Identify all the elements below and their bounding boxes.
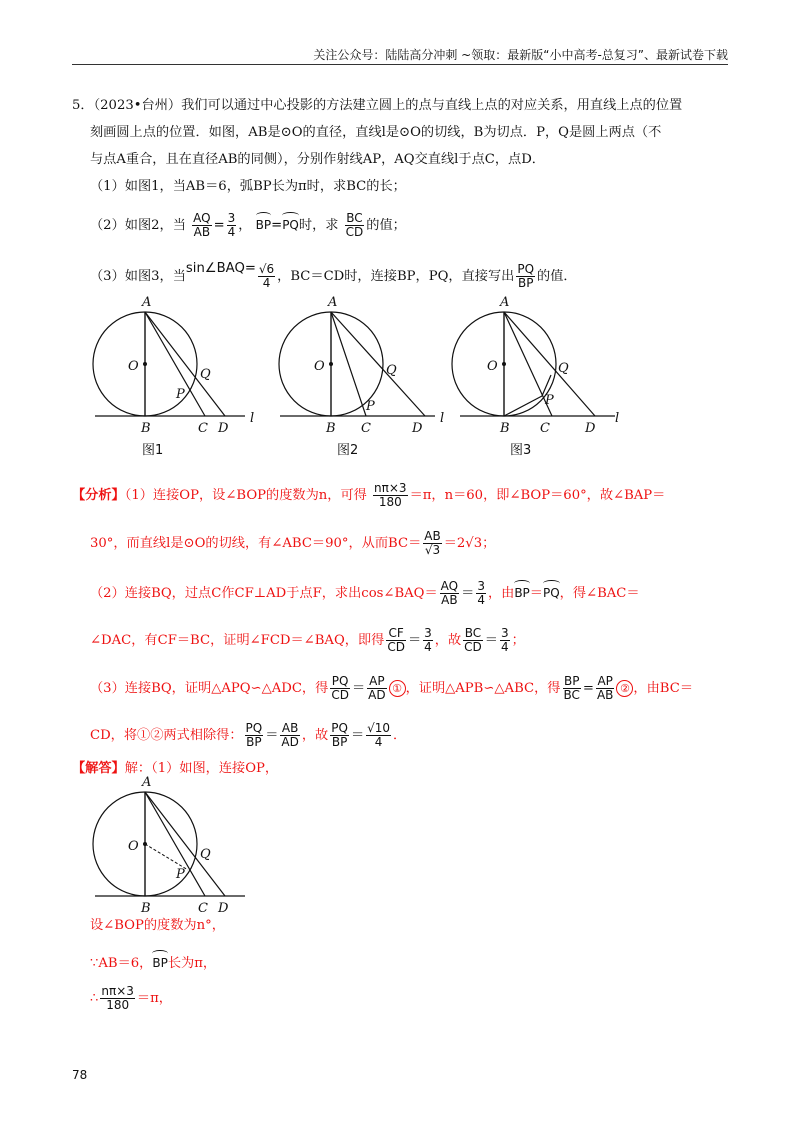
svg-text:P: P <box>176 387 185 402</box>
svg-text:D: D <box>585 421 596 436</box>
svg-text:Q: Q <box>558 361 569 376</box>
figures-row <box>80 292 660 462</box>
svg-text:B: B <box>500 421 510 436</box>
solution-line-3: ∵AB＝6，BP长为π， <box>90 950 216 973</box>
svg-text:l: l <box>250 411 255 426</box>
svg-text:C: C <box>198 421 208 436</box>
svg-text:A: A <box>328 295 338 310</box>
question-1: （1）如图1，当AB＝6，弧BP长为π时，求BC的长； <box>90 179 406 194</box>
svg-text:l: l <box>440 411 445 426</box>
svg-text:P: P <box>176 867 185 882</box>
analysis-line-3: （2）连接BQ，过点C作CF⊥AD于点F，求出cos∠BAQ＝ $\frac{AQ}{AB}$ ＝ $\frac{3}{4}$ ，由BP＝PQ，得∠BAC＝ <box>90 579 640 607</box>
figure-1 <box>93 295 254 458</box>
svg-text:O: O <box>128 359 139 374</box>
svg-text:O: O <box>487 359 498 374</box>
solution-figure <box>80 772 260 912</box>
page-header: 关注公众号：陆陆高分冲刺 ~领取：最新版“小中高考-总复习”、最新试卷下载 <box>313 48 728 62</box>
figure-2 <box>279 295 444 458</box>
analysis-line-2: 30°，而直线l是⊙O的切线，有∠ABC＝90°，从而BC＝ $\frac{AB}{√3}$ ＝2√3； <box>90 529 496 557</box>
svg-text:Q: Q <box>200 847 211 862</box>
svg-text:B: B <box>141 901 151 912</box>
svg-text:图2: 图2 <box>337 443 359 458</box>
svg-text:B: B <box>326 421 336 436</box>
svg-text:A: A <box>500 295 510 310</box>
solution-line-2: 设∠BOP的度数为n°， <box>90 918 225 933</box>
analysis-line-4: ∠DAC，有CF＝BC，证明∠FCD＝∠BAQ，即得 $\frac{CF}{CD}$ ＝ $\frac{3}{4}$ ，故 $\frac{BC}{CD}$ ＝ $\frac{3}{4}$ ； <box>90 626 525 654</box>
analysis-line-1: 【分析】（1）连接OP，设∠BOP的度数为n，可得 $\frac{n\pi\times 3}{180}$ ＝π，n＝60，即∠BOP＝60°，故∠BAP＝ <box>72 481 666 509</box>
svg-text:P: P <box>545 393 554 408</box>
svg-text:A: A <box>142 775 152 790</box>
analysis-line-5: （3）连接BQ，证明△APQ∽△ADC，得 $\frac{PQ}{CD}$ ＝ $\frac{AP}{AD}$ ① ，证明△APB∽△ABC，得 $\frac{BP}{BC}$ = $\frac{AP}{AB}$ ② ，由BC＝ <box>90 674 694 702</box>
svg-text:P: P <box>366 399 375 414</box>
figure-3 <box>452 295 619 458</box>
analysis-line-6: CD，将①②两式相除得： $\frac{PQ}{BP}$ ＝ $\frac{AB}{AD}$ ，故 $\frac{PQ}{BP}$ ＝ $\frac{√10}{4}$ ． <box>90 721 407 749</box>
svg-text:l: l <box>615 411 620 426</box>
svg-text:O: O <box>128 839 139 854</box>
solution-line-4: ∴ $\frac{n\pi\times 3}{180}$ ＝π， <box>90 984 172 1012</box>
page-number: 78 <box>72 1068 88 1082</box>
svg-text:C: C <box>361 421 371 436</box>
problem-line-1: 5．（2023•台州）我们可以通过中心投影的方法建立圆上的点与直线上点的对应关系，用直线上点的位置 <box>72 98 683 113</box>
svg-text:D: D <box>218 901 229 912</box>
svg-text:B: B <box>141 421 151 436</box>
svg-text:图1: 图1 <box>142 443 164 458</box>
svg-text:O: O <box>314 359 325 374</box>
svg-text:C: C <box>198 901 208 912</box>
svg-text:C: C <box>540 421 550 436</box>
svg-text:Q: Q <box>200 367 211 382</box>
svg-text:A: A <box>142 295 152 310</box>
problem-line-2: 刻画圆上点的位置．如图，AB是⊙O的直径，直线l是⊙O的切线，B为切点．P，Q是圆上两点（不 <box>90 125 662 140</box>
svg-text:Q: Q <box>386 363 397 378</box>
svg-text:图3: 图3 <box>510 443 532 458</box>
svg-text:D: D <box>218 421 229 436</box>
problem-line-3: 与点A重合，且在直径AB的同侧），分别作射线AP，AQ交直线l于点C，点D． <box>90 152 545 167</box>
question-2: （2）如图2，当 $\frac{AQ}{AB}$ = $\frac{3}{4}$ ， BP=PQ时，求 $\frac{BC}{CD}$ 的值； <box>90 211 406 239</box>
question-3: （3）如图3，当sin∠BAQ= $\frac{√6}{4}$ ，BC＝CD时，连接BP，PQ，直接写出 $\frac{PQ}{BP}$ 的值． <box>90 261 577 290</box>
solution-line-1: 【解答】解：（1）如图，连接OP， <box>72 761 279 776</box>
header-divider <box>72 64 728 65</box>
svg-text:D: D <box>412 421 423 436</box>
